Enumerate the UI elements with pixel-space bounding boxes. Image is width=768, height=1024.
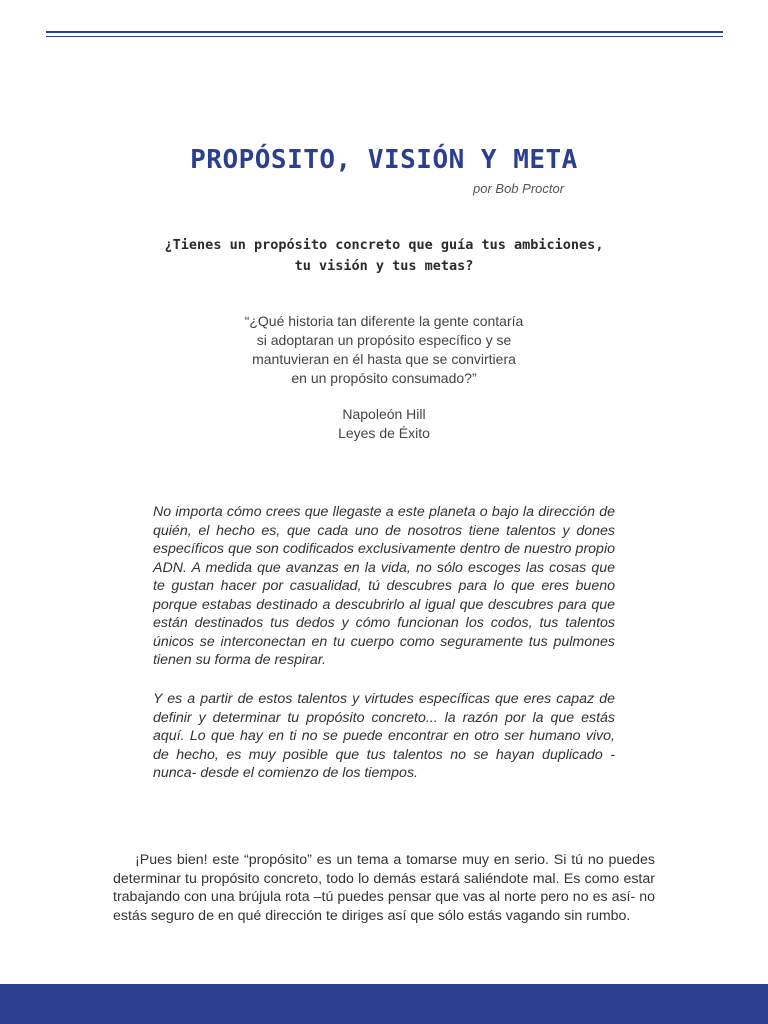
intro-paragraph-2: Y es a partir de estos talentos y virtudes específicas que eres capaz de definir y determinar tu propósito concreto... la razón por la que estás aquí. Lo que hay en ti no se puede encontrar en otro ser humano vivo, de hecho, es muy posible que tus talentos no se hayan duplicado -nunca- desde el comienzo de los tiempos. (153, 691, 615, 781)
quote-line: si adoptaran un propósito específico y se (256, 332, 512, 348)
body-paragraph: ¡Pues bien! este “propósito” es un tema a tomarse muy en serio. Si tú no puedes determinar tu propósito concreto, todo lo demás estará saliéndote mal. Es como estar trabajando con una brújula rota –tú puedes pensar que vas al norte pero no es así- no estás seguro de en qué dirección te diriges así que sólo estás vagando sin rumbo. (113, 852, 655, 924)
epigraph-quote (184, 312, 584, 388)
quote-source: Leyes de Éxito (338, 425, 430, 441)
quote-line: mantuvieran en él hasta que se convirtiera (252, 351, 516, 367)
quote-author: Napoleón Hill (342, 406, 426, 422)
intro-paragraph-1: No importa cómo crees que llegaste a este planeta o bajo la dirección de quién, el hecho es, que cada uno de nosotros tiene talentos y dones específicos que son codificados exclusivamente dentro de nuestro propio ADN. A medida que avanzas en la vida, no sólo escoges las cosas que te gustan hacer por casualidad, tú descubres para lo que eres bueno porque estabas destinado a descubrirlo al igual que descubres para que están destinados tus dedos y cómo funcionan los codos, tus talentos únicos se interconectan en tu cuerpo como seguramente tus pulmones tienen su forma de respirar. (153, 504, 615, 668)
quote-attribution (284, 405, 484, 443)
header-rule-bottom (46, 36, 723, 37)
lead-question-line-1: ¿Tienes un propósito concreto que guía tus ambiciones, (164, 237, 604, 253)
page-title: PROPÓSITO, VISIÓN Y META (190, 145, 578, 175)
lead-question-line-2: tu visión y tus metas? (294, 258, 474, 274)
header-rule-top (46, 31, 723, 33)
footer-band (0, 984, 768, 1024)
quote-line: en un propósito consumado?” (291, 370, 477, 386)
lead-question (80, 235, 688, 277)
author-byline: por Bob Proctor (473, 181, 565, 196)
quote-line: “¿Qué historia tan diferente la gente contaría (244, 313, 524, 329)
